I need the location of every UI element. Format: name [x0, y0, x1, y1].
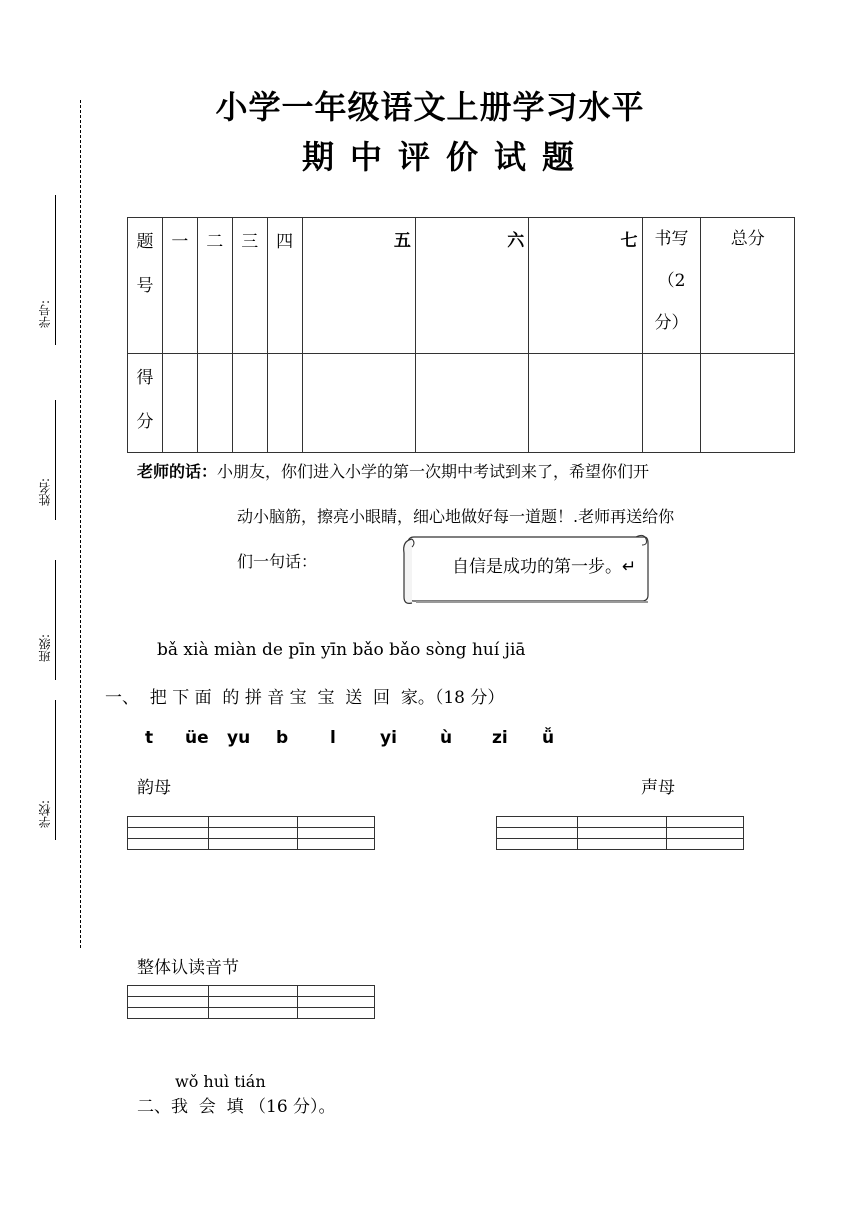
letter-item: ǚ	[542, 728, 555, 748]
whole-syllables-label: 整体认读音节	[137, 958, 239, 978]
teacher-words-line1	[137, 459, 649, 482]
q2-pinyin: wǒ huì tián	[175, 1072, 266, 1091]
score-header-row	[128, 218, 795, 354]
teacher-words-prefix: 老师的话：	[137, 462, 218, 481]
student-id-label: 学号:	[38, 300, 52, 329]
score-cell-q3[interactable]	[232, 354, 267, 453]
header-q1: 一	[162, 218, 197, 354]
finals-label: 韵母	[137, 778, 171, 798]
page-title: 小学一年级语文上册学习水平	[215, 88, 645, 126]
page-subtitle: 期中评价试题	[301, 138, 590, 176]
letter-item: zi	[492, 728, 508, 748]
score-cell-q5[interactable]	[302, 354, 415, 453]
score-cell-q4[interactable]	[267, 354, 302, 453]
header-total: 总分	[701, 218, 795, 354]
score-cell-q2[interactable]	[197, 354, 232, 453]
school-field	[38, 800, 62, 828]
header-q4: 四	[267, 218, 302, 354]
header-q3: 三	[232, 218, 267, 354]
score-value-row	[128, 354, 795, 453]
teacher-words-line2: 动小脑筋，擦亮小眼睛，细心地做好每一道题！.老师再送给你	[237, 507, 675, 526]
teacher-words-line3: 们一句话：	[237, 552, 318, 571]
score-cell-writing[interactable]	[642, 354, 701, 453]
q2-title: 二、我 会 填 （16 分）。	[137, 1097, 336, 1117]
name-field	[38, 478, 62, 506]
class-label: 班级:	[38, 634, 52, 663]
letter-item: b	[276, 728, 289, 748]
header-q5: 五	[302, 218, 415, 354]
q1-pinyin: bǎ xià miàn de pīn yīn bǎo bǎo sòng huí jiā	[157, 640, 526, 660]
whole-syllables-answer-grid[interactable]	[127, 985, 375, 1019]
header-q7: 七	[529, 218, 642, 354]
class-field	[38, 634, 62, 662]
letter-item: ù	[440, 728, 453, 748]
finals-answer-grid[interactable]	[127, 816, 375, 850]
score-cell-q7[interactable]	[529, 354, 642, 453]
letter-item: l	[330, 728, 336, 748]
school-label: 学校:	[38, 800, 52, 829]
motto-text: 自信是成功的第一步。↵	[452, 557, 637, 577]
letter-item: yu	[227, 728, 251, 748]
q1-title: 一、 把 下 面 的 拼 音 宝 宝 送 回 家。（18 分）	[105, 688, 505, 708]
teacher-words-text1: 小朋友，你们进入小学的第一次期中考试到来了，希望你们开	[217, 462, 650, 481]
score-cell-total[interactable]	[701, 354, 795, 453]
header-q6: 六	[415, 218, 528, 354]
initials-answer-grid[interactable]	[496, 816, 744, 850]
letter-item: üe	[185, 728, 209, 748]
binding-dashed-line	[80, 100, 81, 948]
letter-item: t	[145, 728, 154, 748]
score-cell-q1[interactable]	[162, 354, 197, 453]
header-writing: 书写（2分）	[642, 218, 701, 354]
initials-label: 声母	[641, 778, 675, 798]
name-label: 姓名:	[38, 478, 52, 507]
letter-item: yi	[380, 728, 397, 748]
score-cell-q6[interactable]	[415, 354, 528, 453]
student-id-field	[38, 300, 62, 328]
score-table	[127, 217, 795, 453]
header-question-number: 题号	[128, 218, 163, 354]
header-q2: 二	[197, 218, 232, 354]
score-label-cell: 得分	[128, 354, 163, 453]
